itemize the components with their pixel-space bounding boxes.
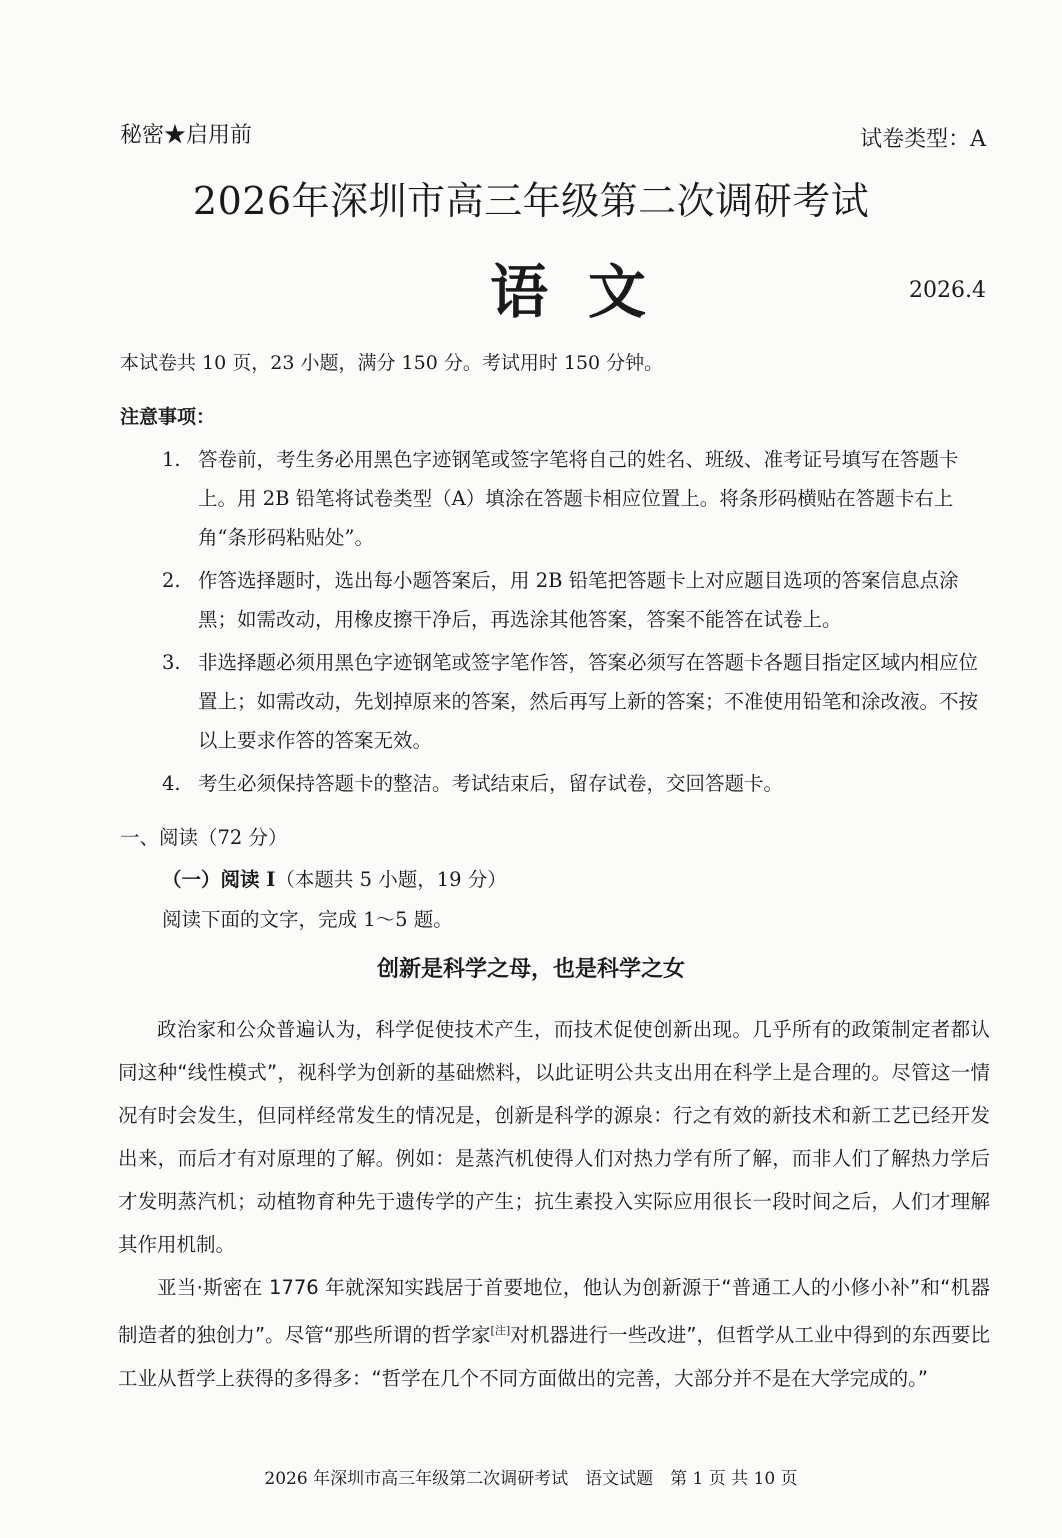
subsection-heading — [162, 864, 507, 892]
paper-type-label: 试卷类型：A — [860, 127, 986, 152]
notice-item-number: 2. — [162, 569, 181, 592]
notice-item-text: 答卷前，考生务必用黑色字迹钢笔或签字笔将自己的姓名、班级、准考证号填写在答题卡上。用 2B 铅笔将试卷类型（A）填涂在答题卡相应位置上。将条形码横贴在答题卡右上角“条形码粘贴处”。 — [198, 448, 959, 549]
notice-item — [162, 561, 992, 639]
notice-item-text: 非选择题必须用黑色字迹钢笔或签字笔作答，答案必须写在答题卡各题目指定区域内相应位置上；如需改动，先划掉原来的答案，然后再写上新的答案；不准使用铅笔和涂改液。不按以上要求作答的答案无效。 — [198, 651, 979, 752]
section-heading: 一、阅读（72 分） — [120, 826, 288, 849]
notice-item-text: 作答选择题时，选出每小题答案后，用 2B 铅笔把答题卡上对应题目选项的答案信息点涂黑；如需改动，用橡皮擦干净后，再选涂其他答案，答案不能答在试卷上。 — [198, 569, 959, 631]
exam-title: 2026年深圳市高三年级第二次调研考试 — [192, 179, 870, 223]
notice-item — [162, 643, 992, 760]
reading-instruction: 阅读下面的文字，完成 1～5 题。 — [162, 908, 453, 931]
subsection-detail: （本题共 5 小题，19 分） — [275, 868, 507, 891]
article-title: 创新是科学之母，也是科学之女 — [376, 956, 685, 982]
page-footer: 2026 年深圳市高三年级第二次调研考试 语文试题 第 1 页 共 10 页 — [264, 1469, 798, 1489]
exam-date: 2026.4 — [909, 278, 986, 303]
footnote-marker: [注] — [490, 1324, 511, 1337]
paragraph-2-part-a: 亚当·斯密在 1776 年就深知实践居于首要地位，他认为创新源于“普通工人的小修小补”和“机器制造者的独创力”。尽管“那些所谓的哲学家 — [118, 1276, 990, 1347]
paragraph-2-part-b: 对机器进行一些改进”，但哲学从工业中得到的东西要比工业从哲学上获得的多得多：“哲学在几个不同方面做出的完善，大部分并不是在大学完成的。” — [118, 1323, 990, 1390]
notice-item-number: 4. — [162, 772, 181, 795]
notice-item — [162, 764, 992, 803]
notice-heading: 注意事项： — [120, 406, 216, 428]
notice-item-number: 1. — [162, 448, 181, 471]
article-paragraph-1: 政治家和公众普遍认为，科学促使技术产生，而技术促使创新出现。几乎所有的政策制定者都认同这种“线性模式”，视科学为创新的基础燃料，以此证明公共支出用在科学上是合理的。尽管这一情况有时会发生，但同样经常发生的情况是，创新是科学的源泉：行之有效的新技术和新工艺已经开发出来，而后才有对原理的了解。例如：是蒸汽机使得人们对热力学有所了解，而非人们了解热力学后才发明蒸汽机；动植物育种先于遗传学的产生；抗生素投入实际应用很长一段时间之后，人们才理解其作用机制。 — [118, 1018, 990, 1256]
article-paragraph-2 — [118, 1266, 990, 1400]
notice-item — [162, 440, 992, 557]
article-body — [118, 1008, 990, 1400]
subsection-label: （一）阅读 I — [162, 868, 276, 891]
notice-item-text: 考生必须保持答题卡的整洁。考试结束后，留存试卷，交回答题卡。 — [198, 772, 784, 795]
exam-intro: 本试卷共 10 页，23 小题，满分 150 分。考试用时 150 分钟。 — [120, 352, 664, 374]
notice-item-number: 3. — [162, 651, 181, 674]
notice-list — [162, 440, 992, 807]
secret-label: 秘密★启用前 — [120, 123, 253, 148]
subject-title: 语文 — [490, 258, 687, 326]
